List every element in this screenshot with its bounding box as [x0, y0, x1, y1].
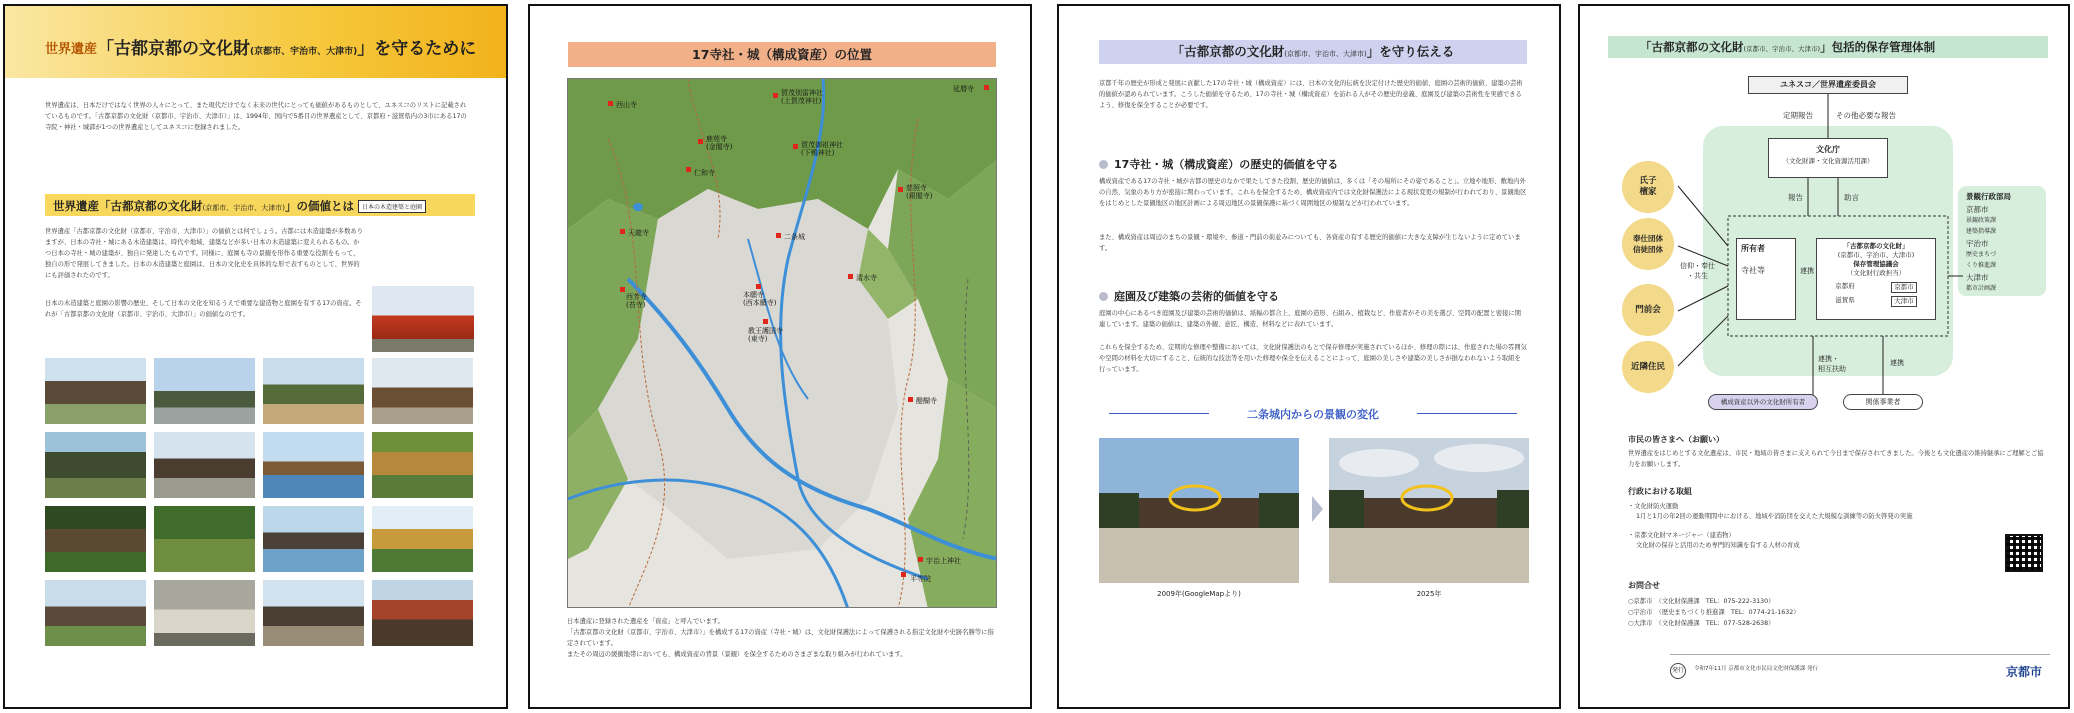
map-marker: [848, 274, 853, 279]
nijo-2009-image: [1099, 438, 1299, 583]
label-faith-service: 信仰・奉仕 ・共生: [1680, 262, 1715, 280]
owners-box: 所有者 寺社等: [1736, 238, 1796, 320]
label-regular-report: 定期報告: [1783, 111, 1813, 120]
leaflet-page-2: [528, 4, 1032, 709]
page1-title: 「古都京都の文化財(京都市、宇治市、大津市)」を守るために: [97, 39, 477, 59]
contact-kyoto: ○京都市 （文化財保護課 TEL：075-222-3130）: [1628, 598, 1775, 605]
map-marker: [773, 93, 778, 98]
map-marker: [620, 287, 625, 292]
admin-item-fire-text: 1月と1月の年2回の運動期間中における、地域や消防団を交えた大規模な訓練等の防火啓発の実施: [1636, 513, 1913, 520]
label-advice: 助言: [1844, 193, 1859, 202]
map-marker: [898, 187, 903, 192]
map-label-kinkakuji: 鹿苑寺 (金閣寺): [706, 135, 733, 151]
page3-heading-history: 17寺社・城（構成資産）の歴史的価値を守る: [1099, 156, 1338, 172]
map-label-toji: 教王護国寺 (東寺): [748, 327, 783, 343]
heritage-photo: [372, 506, 473, 572]
unesco-box: ユネスコ／世界遺産委員会: [1748, 76, 1908, 94]
section-request-text: 世界遺産をはじめとする文化遺産は、市民・地域の皆さまに支えられて今日まで保存されてきました。今後とも文化遺産の維持継承にご理解とご協力をお願いします。: [1628, 450, 2044, 468]
map-graphic: [568, 79, 997, 608]
heritage-photo: [154, 506, 255, 572]
page1-body-2: 日本の木造建築と庭園の影響の歴史、そして日本の文化を知るうえで重要な建造物と庭園を有する17の資産。それが「古都京都の文化財（京都市、宇治市、大津市）」の価値なのです。: [45, 300, 362, 318]
heritage-photo: [372, 432, 473, 498]
page2-header: 17寺社・城（構成資産）の位置: [568, 42, 996, 67]
contact-otsu: ○大津市 （文化財保護課 TEL：077-528-2638）: [1628, 620, 1775, 627]
page4-footer: [1670, 654, 2050, 684]
world-heritage-tag: 世界遺産: [45, 42, 98, 57]
page1-section-heading: 世界遺産「古都京都の文化財(京都市、宇治市、大津市)」の価値とは 日本の木造建築と庭園: [45, 194, 475, 216]
map-label-kiyomizu: 清水寺: [856, 274, 877, 282]
heritage-photo: [45, 432, 146, 498]
map-label-nishihonganji: 本願寺 (西本願寺): [743, 291, 777, 307]
page1-heading-box: 日本の木造建築と庭園: [358, 200, 426, 213]
admin-item-fire: ・文化財防火運動: [1628, 503, 1679, 510]
leaflet-page-3: [1057, 4, 1561, 709]
heritage-photo: [372, 358, 473, 424]
council-box: 「古都京都の文化財」 (京都市、宇治市、大津市) 保存管理協議会 （文化財行政担当） 京都府 京都市 滋賀県 大津市: [1816, 238, 1936, 320]
label-mutual-aid: 連携・ 相互扶助: [1818, 355, 1846, 373]
qr-code-icon[interactable]: [2005, 534, 2043, 572]
heritage-photo: [154, 358, 255, 424]
label-link-bottom: 連携: [1890, 359, 1904, 367]
heritage-photo: [45, 358, 146, 424]
map-label-tenryuji: 天龍寺: [628, 229, 649, 237]
temple-gate-photo: [372, 286, 474, 352]
page2-footer-line3: またその周辺の緩衝地帯においても、構成資産の背景（景観）を保全するためのさまざまな取り組みが行われています。: [567, 651, 907, 658]
nijo-2009-photo: [1099, 438, 1299, 583]
map-label-saihoji: 西芳寺 (苔寺): [626, 293, 647, 309]
circle-parishioners: 氏子 檀家: [1622, 161, 1674, 213]
heritage-photo: [263, 506, 364, 572]
page3-para-art: 庭園の中心にあるべき庭園及び建築の芸術的価値は、紙幅の都合上、庭園の造形、石組み、植栽など、作庭者がその美を選び、空間の配置と密接に関連しています。建築の価値は、建築の外観、意匠、構造、材料などに表れています。: [1099, 310, 1522, 328]
page3-para-history: 構成資産である17の寺社・城が古都の歴史のなかで果たしてきた役割、歴史的価値は、多くは「その場所にその姿であること」。立地や地形、敷地内外の自然、気象のあり方が密接に関わっています。これらを保全するため、構成資産内では文化財保護法による現状変更の規制が行われており、景観地区をはじめとした景観地区の地区計画による周辺地区の景観保護に基づく周囲地区の規制などが行われています。: [1099, 178, 1527, 207]
leaflet-page-4: [1578, 4, 2070, 709]
heritage-photo: [45, 506, 146, 572]
bullet-dot-icon: [1099, 160, 1108, 169]
heritage-photo: [263, 358, 364, 424]
compare-arrow-icon: [1312, 496, 1323, 522]
admin-item-manager-text: 文化財の保存と活用のため専門的知識を有する人材の育成: [1636, 542, 1800, 549]
contact-uji: ○宇治市 （歴史まちづくり推進課 TEL：0774-21-1632）: [1628, 609, 1800, 616]
map-marker: [698, 139, 703, 144]
nijo-2025-image: [1329, 438, 1529, 583]
section-request-title: 市民の皆さまへ（お願い）: [1628, 435, 1724, 444]
map-label-nijojo: 二条城: [784, 233, 805, 241]
map-marker: [908, 397, 913, 402]
page1-body-1: 世界遺産「古都京都の文化財（京都市、宇治市、大津市）」の価値とは何でしょう。古都には木造建築が多数ありますが、日本の寺社・城にある木造建築は、時代や地域、建築などが多い日本の木造建築に変えられるもの。かつ日本の寺社・城の建築が、独自に発達したものです。同様に、庭園も寺の景観を形作る重要な役割をもって、独自の形で発展してきました。日本の木造建築と庭園は、日本の文化史を具体的な形で表すものとして、世界的にも評価されたのです。: [45, 228, 363, 279]
page3-para-history-2: また、構成資産は周辺のまちの景観・環境や、参道・門前の街並みについても、各資産の有する歴史的価値に大きな支障が生じないように定めています。: [1099, 234, 1521, 252]
map-label-kamigamo: 賀茂別雷神社 (上賀茂神社): [781, 89, 823, 105]
map-marker: [901, 572, 906, 577]
heritage-location-map: [567, 78, 997, 608]
map-marker: [608, 101, 613, 106]
circle-neighbors: 近隣住民: [1622, 341, 1674, 393]
page3-para-art-2: これらを保全するため、定期的な修理や整備においては、文化財保護法のもとで保存修理が実施されているほか、修理の際には、作庭された場の雰囲気や空間の材料を大切にすること、伝統的な技法等を用いた修理や保全を伝えることによって、庭園の美しさや建築の美しさが損なわれないよう取組を行っています。: [1099, 344, 1527, 373]
map-label-nishiyama: 西山寺: [616, 101, 637, 109]
agency-box: 文化庁 （文化財課・文化資源活用課）: [1768, 138, 1888, 178]
page3-intro: 京都千年の歴史が形成と発展に貢献した17の寺社・城（構成資産）には、日本の文化的伝統を決定付けた歴史的価値、庭園の芸術的価値、建築の芸術的価値が認められています。こうした価値を守るため、17の寺社・城（構成資産）を訪れる人がその歴史的意義、庭園及び建築の芸術性を実感できるよう、修復を保全することが必要です。: [1099, 80, 1523, 109]
map-marker: [763, 319, 768, 324]
page3-heading-art: 庭園及び建築の芸術的価値を守る: [1099, 288, 1279, 304]
heritage-photo: [372, 580, 473, 646]
page2-footer: [567, 616, 997, 660]
map-label-ginkakuji: 慈照寺 (銀閣寺): [906, 184, 933, 200]
map-label-daigoji: 醍醐寺: [916, 397, 937, 405]
bullet-dot-icon: [1099, 292, 1108, 301]
page4-header: 「古都京都の文化財(京都市、宇治市、大津市)」包括的保存管理体制: [1608, 36, 2048, 58]
heritage-photo: [154, 580, 255, 646]
heritage-photo: [45, 580, 146, 646]
map-label-ninnaji: 仁和寺: [694, 169, 715, 177]
map-label-ujigami: 宇治上神社: [926, 557, 961, 565]
map-marker: [776, 233, 781, 238]
footer-note: 令和7年11月 京都市文化市民局文化財保護課 発行: [1694, 666, 1818, 672]
map-marker: [793, 144, 798, 149]
issue-badge: 発行: [1670, 663, 1686, 679]
photo-grid: [45, 358, 475, 646]
page2-footer-line2: 「古都京都の文化財（京都市、宇治市、大津市）」を構成する17の資産（寺社・城）は、文化財保護法によって保護される指定文化財や史跡名勝等に指定されています。: [567, 629, 994, 647]
caption-2009: 2009年(GoogleMapより): [1157, 590, 1241, 598]
caption-2025: 2025年: [1416, 590, 1442, 598]
admin-item-manager: ・京都文化財マネージャー（建造物）: [1628, 532, 1735, 539]
section-contact-title: お問合せ: [1628, 581, 1660, 590]
heritage-photo: [154, 432, 255, 498]
page1-intro: 世界遺産は、日本だけではなく世界の人々にとって、また現代だけでなく未来の世代にとっても価値があるものとして、ユネスコのリストに記載されているものです。「古都京都の文化財（京都市、宇治市、大津市）」は、1994年、国内で5番目の世界遺産として、京都府・滋賀県内の3市にある17の寺院・神社・城郭が1つの世界遺産としてユネスコに登録されました。: [45, 102, 467, 131]
circle-volunteer-groups: 奉仕団体 信徒団体: [1622, 218, 1674, 270]
related-business-box: 関係事業者: [1843, 394, 1923, 410]
other-owners-box: 構成資産以外の文化財所有者: [1708, 394, 1818, 410]
section-admin-title: 行政における取組: [1628, 487, 1692, 496]
page2-footer-line1: 日本遺産に登録された遺産を「資産」と呼んでいます。: [567, 618, 724, 625]
page1-banner: [5, 6, 506, 78]
label-report: 報告: [1788, 193, 1803, 202]
page3-header: 「古都京都の文化財(京都市、宇治市、大津市)」を守り伝える: [1099, 40, 1527, 64]
map-marker: [620, 229, 625, 234]
map-label-byodoin: 平等院: [910, 575, 931, 583]
heritage-photo: [263, 432, 364, 498]
label-other-report: その他必要な報告: [1836, 111, 1896, 120]
kyoto-city-logo: 京都市: [2005, 665, 2042, 679]
map-marker: [756, 284, 761, 289]
landscape-admin-panel: 景観行政部局 京都市 景観政策課 建築指導課 宇治市 歴史まちづ くり推進課 大津市 都市計画課: [1966, 192, 2011, 292]
management-structure-diagram: [1608, 66, 2048, 416]
map-label-shimogamo: 賀茂御祖神社 (下鴨神社): [801, 141, 843, 157]
map-label-enryakuji: 延暦寺: [953, 85, 974, 93]
page3-subheading: 二条城内からの景観の変化: [1099, 406, 1527, 422]
nijo-2025-photo: [1329, 438, 1529, 583]
heritage-photo: [263, 580, 364, 646]
circle-monzen-association: 門前会: [1622, 284, 1674, 336]
leaflet-page-1: [3, 4, 508, 709]
map-marker: [918, 557, 923, 562]
map-marker: [686, 167, 691, 172]
label-link-center: 連携: [1800, 267, 1814, 275]
map-marker: [984, 85, 989, 90]
